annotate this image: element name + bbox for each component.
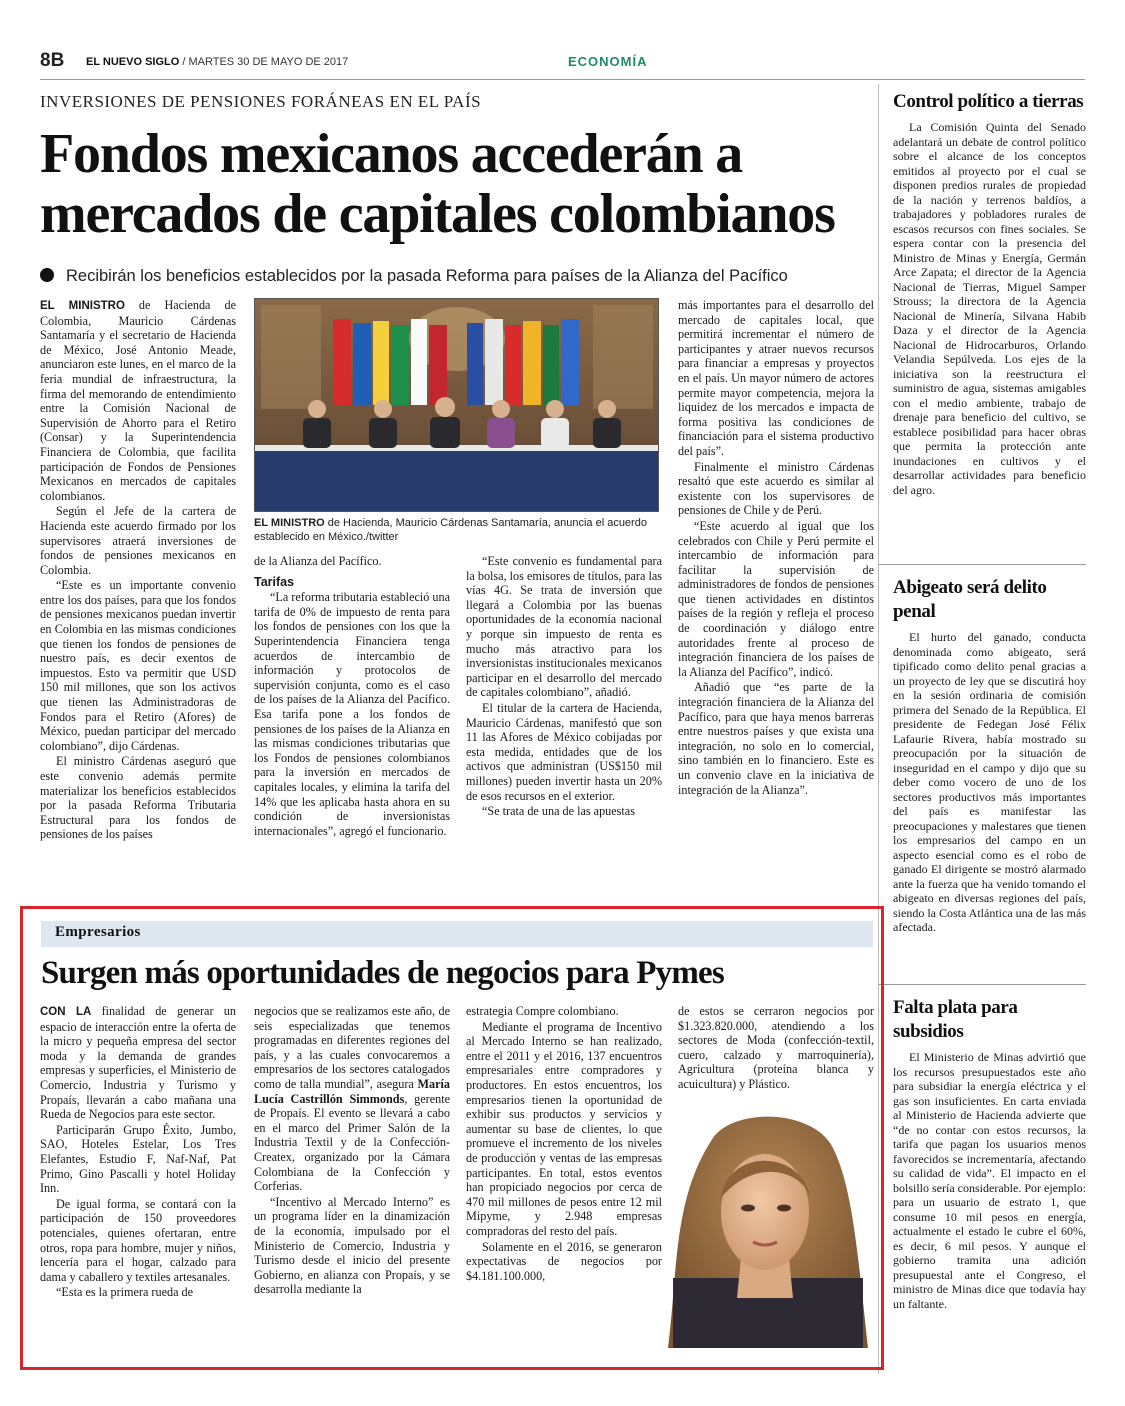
section-label-bar [41,921,873,947]
bullet-icon [40,268,54,282]
caption-text: de Hacienda, Mauricio Cárdenas Santamaría, anuncia el acuerdo establecido en México./twitter [254,517,647,543]
brief-title: Abigeato será delito penal [893,577,1047,622]
page-number: 8B [40,50,65,71]
paragraph: “La reforma tributaria estableció una tarifa de 0% de impuesto de renta para los fondos de pensiones con los que la Superintendencia Financiera tenga acuerdos de intercambio de información y protocolos de supervisión conjunta, como es el caso de los países de la Alianza del Pacífico. Esa tarifa pone a los fondos de pensiones de los países de la Alianza en las mismas condiciones tributarias que los Fondos de pensiones colombianos para la inversión en mercados de capitales locales, y elimina la tarifa del 14% que les aplicaba hasta ahora en su condición de inversionistas internacionales”, agregó el funcionario. [254,590,450,838]
deck-text: Recibirán los beneficios establecidos por la pasada Reforma para países de la Alianza del Pacífico [66,267,788,285]
section-name: ECONOMÍA [568,54,648,69]
paragraph: “Se trata de una de las apuestas [482,804,635,819]
brief-body: La Comisión Quinta del Senado adelantará un debate de control político sobre el alcance de los conceptos emitidos al proyecto por el cual se disponen predios rurales de propiedad de la nación y terrenos baldíos, a trabajadores y pobladores rurales de escasos recursos con fines sociales. Se espera contar con la presencia del Ministro de Minas y Energía, Germán Arce Zapata; el director de la Agencia Nacional de Tierras, Miguel Samper Strouss; la directora de la Agencia Nacional de Minería, Silvana Habib Daza y el director de la Agencia Nacional de Hidrocarburos, Orlando Velandia Sepúlveda. Los ejes de la iniciativa son la reestructura el suministro de agua, sistemas amigables con el medio ambiente, trabajo de drenaje para beneficio del cultivo, se establece posibilidad para hacer obras que permita la protección ante inundaciones en cultivos y el desarrollar actividades para beneficio del agro. [893,120,1086,497]
emp-column-2 [254,1004,450,1358]
subhead-tarifas: Tarifas [254,574,295,589]
page-folio [40,50,1085,80]
brief-abigeato [893,576,1086,970]
paragraph: “Este acuerdo al igual que los celebrados con Chile y Perú permite el intercambio de información para facilitar la supervisión de administradores de fondos de pensiones que tienen actividades en distintos países de la región y refleja el proceso de coordinación y diálogo entre autoridades frente al proceso de integración financiera de los países de la Alianza del Pacífico”, indicó. [678,518,874,679]
paragraph: De igual forma, se contará con la participación de 150 proveedores potenciales, quienes ofertaran, entre otros, ropa para hombre, mujer y niños, lencería para el hogar, calzado para dama y caballero y textiles artesanales. [40,1196,236,1284]
paragraph: Según el Jefe de la cartera de Hacienda este acuerdo firmado por los supervisores atraerá inversiones de fondos de pensiones mexicanos en Colombia. [40,504,236,577]
emp-column-4 [678,1004,874,1104]
paragraph: Mediante el programa de Incentivo al Mercado Interno se han realizado, entre el 2011 y el 2016, 137 encuentros empresariales entre compradores y productores. En estos encuentros, los empresarios tienen la oportunidad de exhibir sus productos y servicios y aumentar su base de clientes, lo que promueve el incremento de los niveles de producción y ventas de las empresas participantes. En total, estos eventos han propiciado negocios por cerca de 470 mil millones de pesos entre 12 mil Mipyme, y 2.948 empresas compradoras del resto del país. [466,1019,662,1238]
paragraph: de estos se cerraron negocios por $1.323.820.000, atendiendo a los sectores de Moda (confección-textil, cuero, calzado y marroquinería), Agricultura (proteína blanca y acuicultura) y Plástico. [678,1004,874,1091]
paragraph: negocios que se realizamos este año, de seis especializadas que tenemos programadas en diferentes regiones del país, y a las cuales convocaremos a empresarios de los sectores catalogados como de talla mundial”, asegura María Lucía Castrillón Simmonds, gerente de Propaís. El evento se llevará a cabo en el marco del Primer Salón de la Industria Textil y de la Confección- Createx, organizado por la Cámara Colombiana de la Confección y Corferias. [254,1004,450,1194]
quoted-person: María Lucía Castrillón Simmonds [254,1076,450,1106]
paragraph: “Este convenio es fundamental para la bolsa, los emisores de títulos, para las vías 4G. Se trata de inversión que llegará a Colombia por las buenas oportunidades de la economía nacional y porque sin impuesto de renta es mucho más atractivo para los inversionistas institucionales mexicanos participar en el desarrollo del mercado de capitales colombiano”, añadió. [466,554,662,700]
lead-in: EL MINISTRO [40,300,125,312]
news-briefs-sidebar [878,84,1085,1374]
paragraph: CON LA finalidad de generar un espacio de interacción entre la oferta de la micro y pequeña empresa del sector moda y la demanda de grandes empresas y superficies, el Ministerio de Comercio, Industria y Turismo y Propaís, llevarán a cabo mañana una Rueda de Negocios para este sector. [40,1004,236,1122]
emp-column-3 [466,1004,662,1358]
main-column-4 [678,298,874,904]
lead-in: CON LA [40,1006,92,1018]
main-column-3 [466,554,662,904]
paragraph: El ministro Cárdenas aseguró que este convenio además permite materializar los beneficios establecidos por la pasada Reforma Tributaria Estructural para los fondos de pensiones de los países [40,754,236,842]
brief-body: El hurto del ganado, conducta denominada como abigeato, será tipificado como delito penal gracias a un proyecto de ley que se discutirá hoy en la sesión ordinaria de comisión primera del Senado de la República. El presidente de Fedegan José Félix Lafaurie Rivera, había mostrado su preocupación por la situación de inseguridad en el campo y dijo que su deber como vocero de uno de los sectores productivos más importantes del país es manifestar las preocupaciones y malestares que tienen los empresarios del campo en un aspecto esencial como es el robo de ganado El dirigente se mostró alarmado ante la fuerza que ha venido tomando el abigeato en diversas regiones del país, siendo la Costa Atlántica una de las más afectada. [893,630,1086,934]
paragraph: de la Alianza del Pacífico. [254,554,382,568]
publication-info [86,56,348,68]
empresarios-headline: Surgen más oportunidades de negocios para Pymes [41,955,724,991]
caption-lead: EL MINISTRO [254,517,325,529]
main-column-1 [40,298,236,904]
main-kicker: INVERSIONES DE PENSIONES FORÁNEAS EN EL PAÍS [40,92,482,111]
paragraph: EL MINISTRO de Hacienda de Colombia, Mauricio Cárdenas Santamaría y el secretario de Hacienda de México, José Antonio Meade, anunciaron este lunes, en el marco de la feria mundial de infraestructura, la firma del memorando de entendimiento entre la Comisión Nacional de Supervisión de Ahorro para el Retiro (Consar) y la Superintendencia Financiera de Colombia, que facilita participación de Fondos de Pensiones Mexicanos en mercados de capitales colombianos. [40,298,236,503]
emp-column-1 [40,1004,236,1358]
divider [879,984,1086,985]
paragraph: Solamente en el 2016, se generaron expectativas de negocios por $4.181.100.000, [466,1239,662,1283]
publication-date: / MARTES 30 DE MAYO DE 2017 [182,56,349,68]
brief-falta-plata [893,996,1086,1370]
paragraph: Finalmente el ministro Cárdenas resaltó que este acuerdo es similar al existente con los supervisores de pensiones de Chile y de Perú. [678,459,874,518]
paragraph: “Esta es la primera rueda de [56,1285,194,1300]
portrait-photo [653,1108,875,1348]
brief-body: El Ministerio de Minas advirtió que los recursos presupuestados este año para subsidiar la energía eléctrica y el gas son insuficientes. En carta enviada al Ministerio de Hacienda advierte que “de no contar con estos recursos, la tarifa que pagan los usuarios menos favorecidos se incrementaría, afectando su calidad de vida”. El impacto en el bolsillo sería considerable. Por ejemplo: para un usuario de estrato 1, que consume 10 mil pesos en energía, actualmente el estado le cubre el 60%, es decir, 6 mil pesos. Y aunque el gobierno tramita una adición presupuestal ante el Congreso, el ministro de Minas dice que todavía hay un faltante. [893,1050,1086,1311]
brief-control-politico [893,90,1086,540]
brief-title: Falta plata para subsidios [893,997,1018,1042]
paragraph: Añadió que “es parte de la integración financiera de la Alianza del Pacífico, para que haya menos barreras entre nuestros países y que exista una integración, no solo en lo comercial, sino también en lo financiero. Este es un convenio clave en la iniciativa de integración de la Alianza”. [678,680,874,797]
paragraph: Participarán Grupo Éxito, Jumbo, SAO, Hoteles Estelar, Los Tres Elefantes, Estudio F, Naf-Naf, Pat Primo, Gino Pascalli y hotel Holiday Inn. [40,1122,236,1196]
paragraph: “Incentivo al Mercado Interno” es un programa líder en la dinamización de la economía, impulsado por el Ministerio de Comercio, Industria y Turismo desde el inicio del presente Gobierno, en alianza con Propaís, y se desarrolla mediante la [254,1194,450,1297]
ministers-photo [254,298,659,512]
section-label: Empresarios [55,924,141,940]
brief-title: Control político a tierras [893,91,1084,112]
main-column-2 [254,554,450,904]
paragraph: estrategia Compre colombiano. [466,1004,619,1018]
paragraph: “Este es un importante convenio entre los dos países, para que los fondos de pensiones mexicanos puedan invertir en Colombia en las mismas condiciones que tienen los fondos de pensiones de nuestro país, es decir exentos de impuestos. Esto va permitir que USD 150 mil millones, que son los activos que tienen las Administradoras de Fondos para el Retiro (Afores) de México, puedan participar del mercado colombiano”, dijo Cárdenas. [40,578,236,753]
paragraph: más importantes para el desarrollo del mercado de capitales local, que permitirá incrementar el número de participantes y atraer nuevos recursos para financiar a empresas y proyectos en el país. Un mayor número de actores permite mayor competencia, mejora la liquidez de los mercados e impacta de forma positiva las condiciones de financiación para el sistema productivo del país”. [678,298,874,458]
main-headline: Fondos mexicanos accederán a mercados de capitales colombianos [40,123,835,245]
main-deck [40,267,880,286]
publication-name: EL NUEVO SIGLO [86,56,180,68]
woman-portrait-image [653,1108,875,1348]
paragraph: El titular de la cartera de Hacienda, Mauricio Cárdenas, manifestó que son 11 las Afores de México cobijadas por esta medida, entidades que de los activos que administran (US$150 mil millones) pueden invertir hasta un 20% de esos recursos en el exterior. [466,700,662,803]
conference-image [255,299,659,512]
divider [879,564,1086,565]
photo-caption [254,516,659,544]
